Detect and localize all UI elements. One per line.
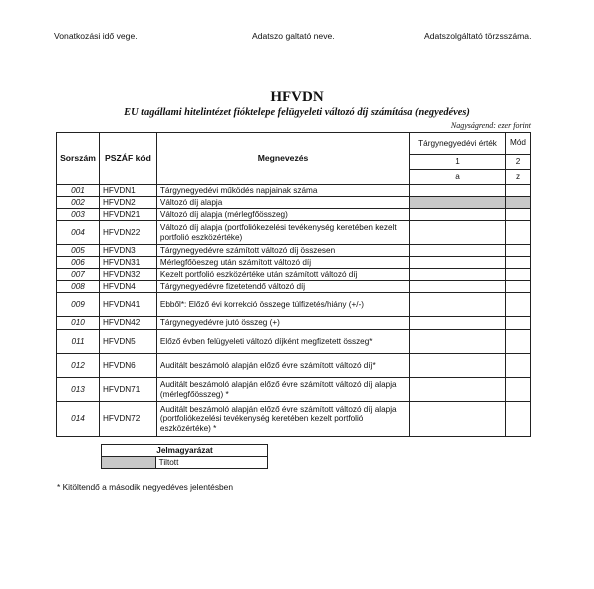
row-code: HFVDN41 xyxy=(99,293,156,317)
row-code: HFVDN72 xyxy=(99,402,156,437)
value-cell[interactable] xyxy=(410,221,506,245)
table-row xyxy=(57,185,531,197)
form-title: HFVDN xyxy=(270,89,324,105)
header-provider-name: Adatszo galtató neve. xyxy=(252,31,335,41)
row-number: 008 xyxy=(57,281,100,293)
row-number: 009 xyxy=(57,293,100,317)
col-number-mode: 2 xyxy=(505,154,530,169)
row-number: 004 xyxy=(57,221,100,245)
mode-cell[interactable] xyxy=(505,185,530,197)
row-code: HFVDN2 xyxy=(99,197,156,209)
row-label: Változó díj alapja xyxy=(156,197,409,209)
row-code: HFVDN1 xyxy=(99,185,156,197)
mode-cell[interactable] xyxy=(505,330,530,354)
row-number: 013 xyxy=(57,378,100,402)
col-header-sorszam: Sorszám xyxy=(57,133,100,185)
header-row xyxy=(57,133,531,155)
row-label: Kezelt portfolió eszközértéke után számított változó díj xyxy=(156,269,409,281)
row-number: 003 xyxy=(57,209,100,221)
row-label: Tárgynegyedévre fizetetendő változó díj xyxy=(156,281,409,293)
value-cell[interactable] xyxy=(410,281,506,293)
row-number: 011 xyxy=(57,330,100,354)
row-number: 014 xyxy=(57,402,100,437)
value-cell[interactable] xyxy=(410,378,506,402)
mode-cell[interactable] xyxy=(505,221,530,245)
legend-swatch xyxy=(102,457,156,469)
mode-cell[interactable] xyxy=(505,281,530,293)
value-cell[interactable] xyxy=(410,185,506,197)
legend-table xyxy=(101,444,268,469)
row-code: HFVDN22 xyxy=(99,221,156,245)
row-number: 001 xyxy=(57,185,100,197)
row-label: Auditált beszámoló alapján előző évre számított változó díj alapja (mérlegfőösszeg) * xyxy=(156,378,409,402)
table-row xyxy=(57,221,531,245)
table-row xyxy=(57,257,531,269)
row-code: HFVDN42 xyxy=(99,317,156,330)
value-cell-disabled xyxy=(410,197,506,209)
legend-item-label: Tiltott xyxy=(155,457,267,469)
row-label: Auditált beszámoló alapján előző évre számított változó díj* xyxy=(156,354,409,378)
row-label: Auditált beszámoló alapján előző évre számított változó díj alapja (portfoliókezelési tevékenység keretében kezelt portfolió eszközértéke) * xyxy=(156,402,409,437)
value-cell[interactable] xyxy=(410,209,506,221)
row-code: HFVDN32 xyxy=(99,269,156,281)
mode-cell[interactable] xyxy=(505,257,530,269)
mode-cell[interactable] xyxy=(505,354,530,378)
table-row xyxy=(57,354,531,378)
unit-label: Nagyságrend: ezer forint xyxy=(450,121,531,130)
col-letter-mode: z xyxy=(505,169,530,184)
footnote: * Kitöltendő a második negyedéves jelentésben xyxy=(57,482,233,492)
row-label: Tárgynegyedévi működés napjainak száma xyxy=(156,185,409,197)
header-provider-id: Adatszolgáltató törzsszáma. xyxy=(424,31,532,41)
value-cell[interactable] xyxy=(410,293,506,317)
row-label: Előző évben felügyeleti változó díjként megfizetett összeg* xyxy=(156,330,409,354)
col-header-value: Tárgynegyedévi érték xyxy=(410,133,506,155)
table-row xyxy=(57,269,531,281)
mode-cell[interactable] xyxy=(505,317,530,330)
mode-cell[interactable] xyxy=(505,378,530,402)
data-table xyxy=(56,132,531,437)
row-number: 012 xyxy=(57,354,100,378)
row-number: 005 xyxy=(57,245,100,257)
value-cell[interactable] xyxy=(410,269,506,281)
col-number-value: 1 xyxy=(410,154,506,169)
mode-cell[interactable] xyxy=(505,402,530,437)
row-code: HFVDN31 xyxy=(99,257,156,269)
value-cell[interactable] xyxy=(410,354,506,378)
col-letter-value: a xyxy=(410,169,506,184)
row-code: HFVDN4 xyxy=(99,281,156,293)
row-label: Ebből*: Előző évi korrekció összege túlfizetés/hiány (+/-) xyxy=(156,293,409,317)
table-row xyxy=(57,197,531,209)
row-code: HFVDN71 xyxy=(99,378,156,402)
value-cell[interactable] xyxy=(410,245,506,257)
row-number: 010 xyxy=(57,317,100,330)
header-reference-period: Vonatkozási idő vege. xyxy=(54,31,138,41)
table-row xyxy=(57,293,531,317)
legend-title: Jelmagyarázat xyxy=(102,445,268,457)
table-row xyxy=(57,281,531,293)
table-row xyxy=(57,402,531,437)
value-cell[interactable] xyxy=(410,330,506,354)
row-number: 006 xyxy=(57,257,100,269)
mode-cell[interactable] xyxy=(505,293,530,317)
table-row xyxy=(57,245,531,257)
col-header-code: PSZÁF kód xyxy=(99,133,156,185)
mode-cell[interactable] xyxy=(505,209,530,221)
row-number: 007 xyxy=(57,269,100,281)
row-number: 002 xyxy=(57,197,100,209)
value-cell[interactable] xyxy=(410,257,506,269)
row-label: Változó díj alapja (portfoliókezelési tevékenység keretében kezelt portfolió eszközértéke) xyxy=(156,221,409,245)
value-cell[interactable] xyxy=(410,402,506,437)
row-label: Tárgynegyedévre számított változó díj összesen xyxy=(156,245,409,257)
col-header-name: Megnevezés xyxy=(156,133,409,185)
row-label: Mérlegfőöeszeg után számított változó díj xyxy=(156,257,409,269)
row-code: HFVDN21 xyxy=(99,209,156,221)
mode-cell[interactable] xyxy=(505,269,530,281)
row-code: HFVDN6 xyxy=(99,354,156,378)
row-label: Tárgynegyedévre jutó összeg (+) xyxy=(156,317,409,330)
mode-cell-disabled xyxy=(505,197,530,209)
form-subtitle: EU tagállami hitelintézet fióktelepe felügyeleti változó díj számítása (negyedéves) xyxy=(124,107,470,118)
row-code: HFVDN5 xyxy=(99,330,156,354)
value-cell[interactable] xyxy=(410,317,506,330)
col-header-mode: Mód xyxy=(505,133,530,155)
table-row xyxy=(57,209,531,221)
row-label: Változó díj alapja (mérlegfőösszeg) xyxy=(156,209,409,221)
row-code: HFVDN3 xyxy=(99,245,156,257)
mode-cell[interactable] xyxy=(505,245,530,257)
table-row xyxy=(57,330,531,354)
table-row xyxy=(57,378,531,402)
table-row xyxy=(57,317,531,330)
